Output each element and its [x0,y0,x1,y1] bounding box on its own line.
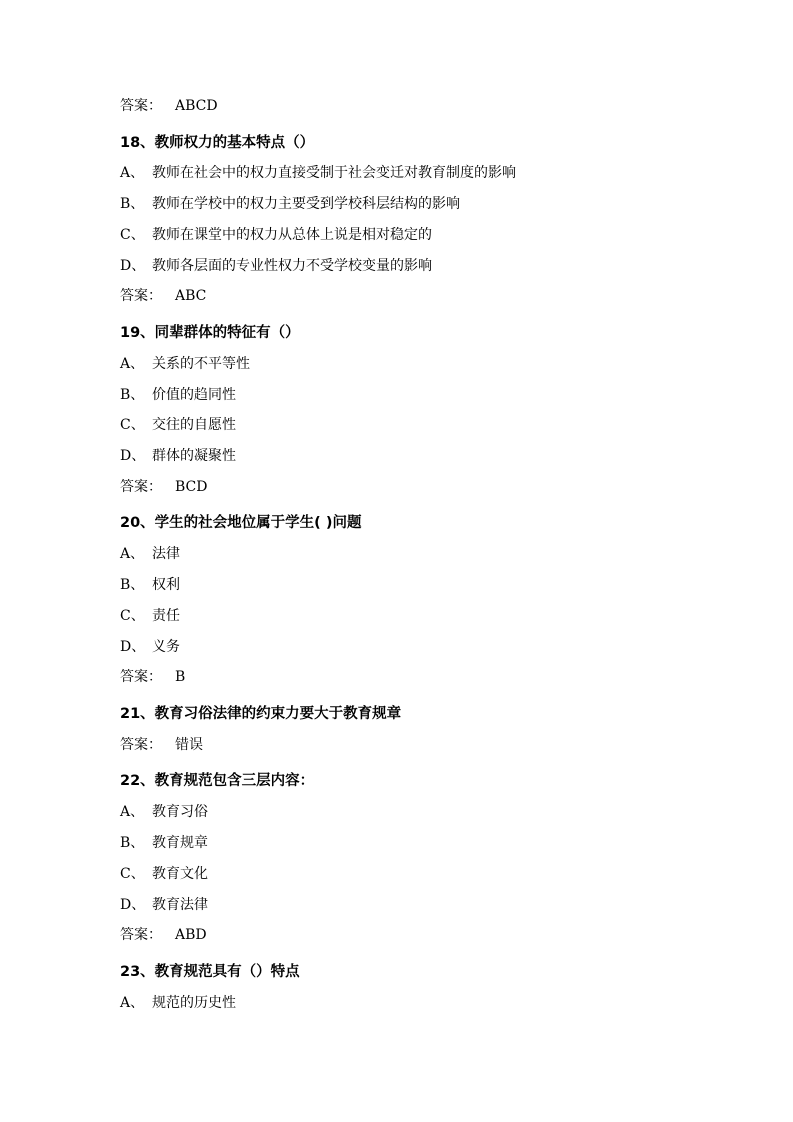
option-c: C、 责任 [120,608,180,624]
answer-line: 答案： BCD [120,479,208,495]
question-19-title: 19、同辈群体的特征有（） [120,325,300,341]
answer-line: 答案： ABCD [120,98,218,114]
question-18-title: 18、教师权力的基本特点（） [120,135,315,151]
option-a: A、 教师在社会中的权力直接受制于社会变迁对教育制度的影响 [120,165,516,181]
option-b: B、 权利 [120,577,180,593]
option-b: B、 教育规章 [120,835,208,851]
option-d: D、 群体的凝聚性 [120,448,236,464]
answer-value: ABCD [175,98,218,114]
answer-line: 答案： B [120,669,186,685]
question-20-title: 20、学生的社会地位属于学生( )问题 [120,515,362,531]
option-d: D、 教师各层面的专业性权力不受学校变量的影响 [120,258,432,274]
answer-value: ABC [175,288,207,304]
answer-line: 答案： ABC [120,288,207,304]
answer-value: ABD [175,927,207,943]
answer-line: 答案： 错误 [120,737,203,753]
option-c: C、 教育文化 [120,866,208,882]
option-d: D、 义务 [120,639,180,655]
option-a: A、 关系的不平等性 [120,356,250,372]
option-a: A、 教育习俗 [120,804,208,820]
option-a: A、 法律 [120,546,180,562]
question-22-title: 22、教育规范包含三层内容： [120,773,315,789]
option-c: C、 交往的自愿性 [120,417,236,433]
question-21-title: 21、教育习俗法律的约束力要大于教育规章 [120,706,402,722]
option-a: A、 规范的历史性 [120,995,236,1011]
answer-value: 错误 [175,737,203,753]
option-d: D、 教育法律 [120,897,208,913]
answer-value: BCD [175,479,208,495]
option-b: B、 教师在学校中的权力主要受到学校科层结构的影响 [120,196,460,212]
option-c: C、 教师在课堂中的权力从总体上说是相对稳定的 [120,227,432,243]
question-23-title: 23、教育规范具有（）特点 [120,964,300,980]
answer-line: 答案： ABD [120,927,207,943]
answer-value: B [175,669,186,685]
option-b: B、 价值的趋同性 [120,387,236,403]
